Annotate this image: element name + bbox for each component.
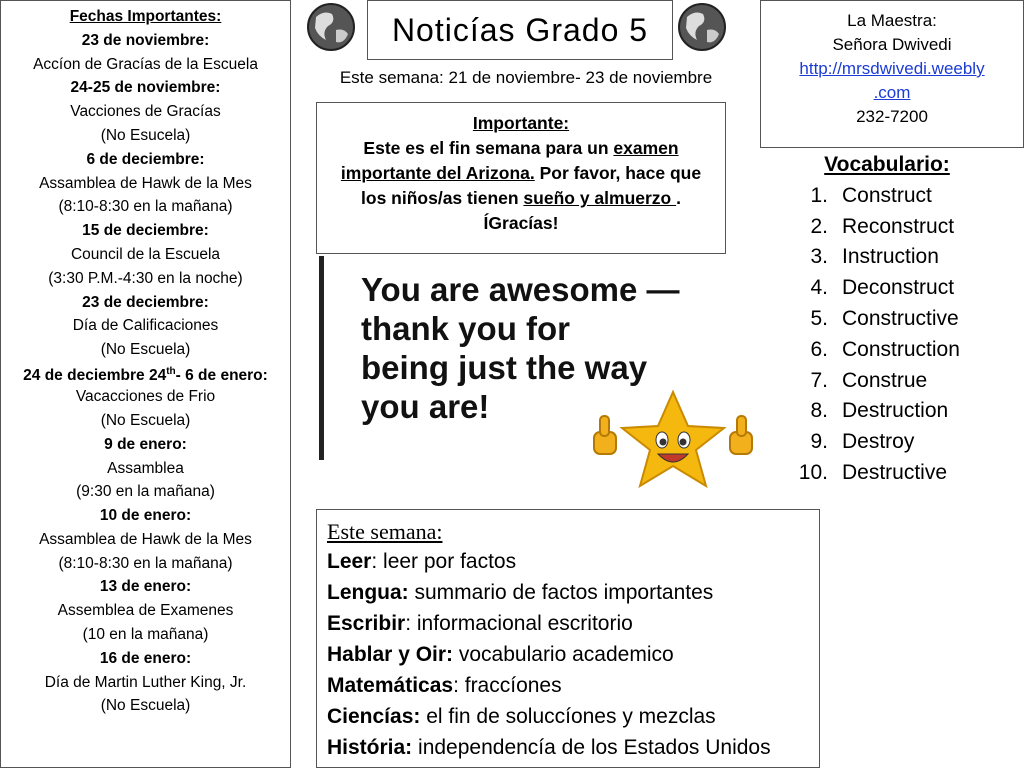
globe-icon (306, 2, 356, 52)
date-description: (10 en la mañana) (82, 626, 209, 644)
date-label: 16 de enero: (99, 649, 192, 667)
vocab-number: 9. (810, 430, 828, 454)
teacher-url-line1: http://mrsdwivedi.weebly (799, 59, 985, 78)
vocab-word: Construction (842, 337, 960, 361)
date-label: 10 de enero: (99, 507, 192, 525)
teacher-phone: 232-7200 (856, 107, 928, 126)
dates-heading: Fechas Importantes: (69, 8, 222, 25)
important-body: Este es el fin semana para un examen importante del Arizona. Por favor, hace que los niños/as tienen sueño y almuerzo . ÍGracías! (340, 138, 702, 233)
date-description: (No Escuela) (100, 341, 191, 359)
subject-name: História: (327, 736, 413, 759)
date-description: Assemblea de Examenes (57, 602, 234, 620)
teacher-label: La Maestra: (847, 11, 937, 30)
vocab-item (770, 273, 1024, 304)
vocab-item (770, 181, 1024, 212)
date-description: Vacacciones de Frio (75, 388, 216, 406)
vocab-word: Reconstruct (842, 214, 955, 238)
date-label: 24 de deciembre 24th- 6 de enero: (23, 365, 268, 385)
subject-name: Lengua: (327, 581, 409, 604)
vocabulary-list (770, 150, 1024, 489)
thumbs-up-icon (594, 416, 616, 454)
subject-row (327, 639, 819, 670)
vocab-number: 10. (798, 460, 828, 484)
date-description: Council de la Escuela (70, 245, 221, 263)
subject-row (327, 732, 819, 763)
important-dates-panel (0, 0, 291, 768)
date-description: (8:10-8:30 en la mañana) (58, 198, 233, 216)
date-description: (3:30 P.M.-4:30 en la noche) (48, 269, 243, 287)
globe-icon (677, 2, 727, 52)
vocab-item (770, 427, 1024, 458)
vocab-number: 3. (810, 245, 828, 269)
subject-topic: summario de factos importantes (408, 581, 714, 604)
vocab-number: 5. (810, 306, 828, 330)
vocab-item (770, 335, 1024, 366)
date-description: Día de Martin Luther King, Jr. (44, 673, 247, 691)
vocab-word: Destroy (842, 430, 915, 454)
date-description: Assamblea de Hawk de la Mes (39, 530, 252, 548)
teacher-name: Señora Dwivedi (832, 35, 952, 54)
date-label: 23 de noviembre: (81, 31, 210, 49)
date-description: (No Esucela) (100, 126, 191, 144)
date-description: Vacciones de Gracías (70, 103, 221, 121)
vocab-word: Construct (842, 183, 932, 207)
vocab-number: 6. (810, 337, 828, 361)
vocab-number: 1. (810, 183, 828, 207)
subject-topic: : leer por factos (371, 550, 517, 573)
vocab-item (770, 212, 1024, 243)
vocab-item (770, 242, 1024, 273)
vocab-item (770, 304, 1024, 335)
quote-bar (319, 256, 324, 460)
subject-topic: vocabulario academico (453, 643, 674, 666)
awesome-message: You are awesome — thank you for being just the way you are! (361, 271, 680, 425)
subject-row (327, 701, 819, 732)
date-label: 9 de enero: (104, 435, 187, 453)
vocab-word: Destructive (842, 460, 948, 484)
date-description: Assamblea de Hawk de la Mes (39, 174, 252, 192)
date-description: Día de Calificaciones (72, 317, 219, 335)
teacher-website-link[interactable] (799, 59, 984, 102)
subject-topic: el fin de soluccíones y mezclas (420, 705, 716, 728)
subject-topic: : fraccíones (453, 674, 562, 697)
star-thumbs-up-icon (588, 388, 758, 500)
date-description: (9:30 en la mañana) (76, 483, 215, 501)
teacher-url-line2: .com (873, 83, 911, 102)
date-description: (No Escuela) (100, 411, 191, 429)
subject-row (327, 608, 819, 639)
vocab-word: Instruction (842, 245, 939, 269)
subject-name: Hablar y Oir: (327, 643, 454, 666)
vocab-word: Destruction (842, 399, 949, 423)
date-description: Accíon de Gracías de la Escuela (33, 55, 258, 73)
date-description: Assamblea (107, 459, 184, 477)
date-description: (No Escuela) (100, 697, 191, 715)
date-label: 15 de deciembre: (82, 222, 209, 240)
subject-name: Ciencías: (327, 705, 421, 728)
date-label: 23 de deciembre: (82, 293, 209, 311)
vocab-item (770, 366, 1024, 397)
dates-list (1, 29, 290, 718)
week-range: Este semana: 21 de noviembre- 23 de noviembre (339, 68, 713, 87)
subject-name: Escribir (327, 612, 406, 635)
date-label: 13 de enero: (99, 578, 192, 596)
vocab-word: Deconstruct (842, 276, 955, 300)
date-label: 24-25 de noviembre: (70, 79, 221, 97)
vocab-item (770, 458, 1024, 489)
subject-row (327, 546, 819, 577)
date-description: (8:10-8:30 en la mañana) (58, 554, 233, 572)
vocab-number: 7. (810, 368, 828, 392)
thumbs-up-icon (730, 416, 752, 454)
subject-topic: : informacional escritorio (405, 612, 633, 635)
important-notice (316, 102, 726, 254)
subject-topic: independencía de los Estados Unidos (412, 736, 771, 759)
teacher-panel (760, 0, 1024, 148)
vocab-item (770, 396, 1024, 427)
subject-row (327, 670, 819, 701)
vocab-number: 2. (810, 214, 828, 238)
vocab-word: Construe (842, 368, 928, 392)
subject-name: Matemáticas (327, 674, 454, 697)
vocab-heading: Vocabulario: (824, 153, 950, 176)
this-week-heading: Este semana: (327, 519, 443, 544)
this-week-panel (316, 509, 820, 768)
vocab-number: 8. (810, 399, 828, 423)
subject-row (327, 577, 819, 608)
page-title: Noticías Grado 5 (367, 0, 673, 60)
vocab-word: Constructive (842, 306, 959, 330)
date-label: 6 de deciembre: (86, 150, 205, 168)
vocab-number: 4. (810, 276, 828, 300)
important-heading: Importante: (472, 113, 570, 133)
subject-name: Leer (327, 550, 372, 573)
